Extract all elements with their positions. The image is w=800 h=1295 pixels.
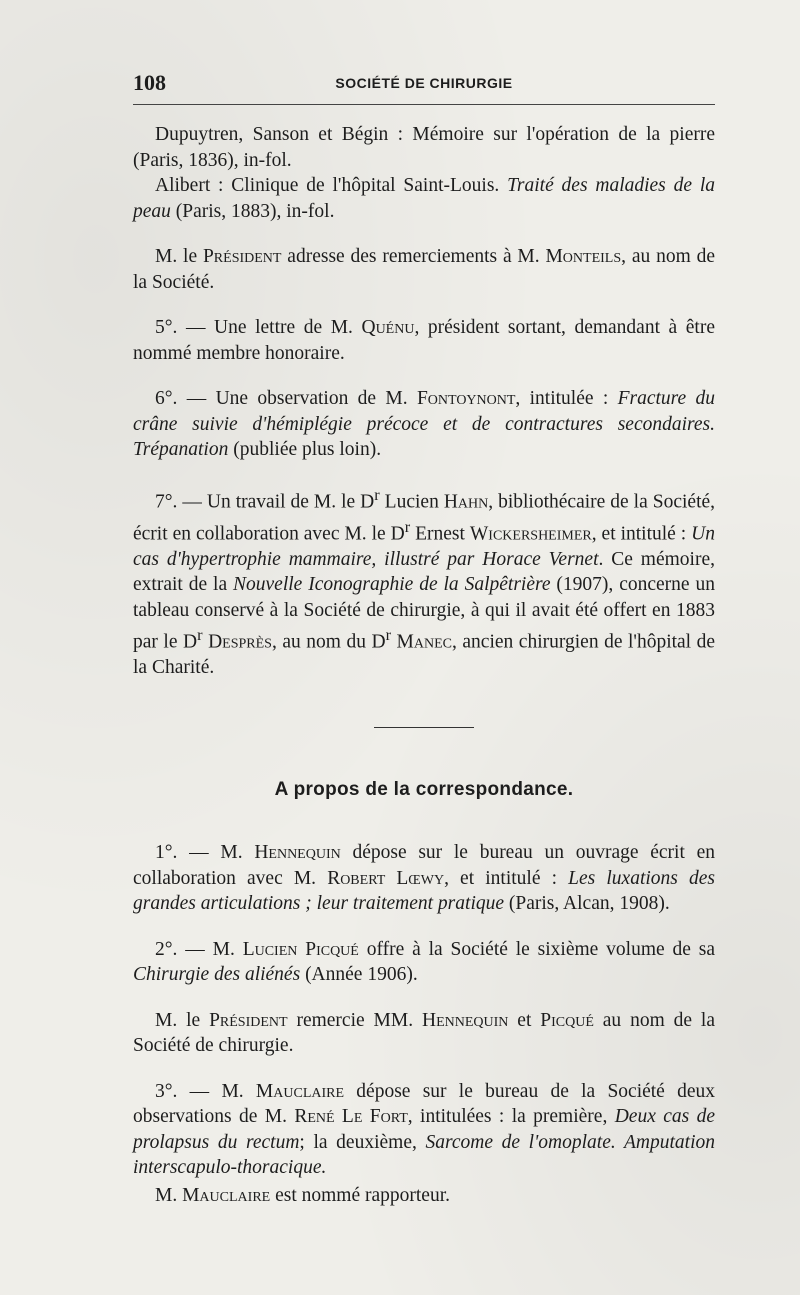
section-separator [374,727,474,728]
running-head: SOCIÉTÉ DE CHIRURGIE [335,75,513,91]
paragraph-president-thanks: M. le Président adresse des remerciements à M. Monteils, au nom de la Société. [133,246,715,293]
paragraph-mauclaire-rapporteur: M. Mauclaire est nommé rapporteur. [155,1184,451,1206]
page-header [133,68,715,98]
reference-dupuytren: Dupuytren, Sanson et Bégin : Mémoire sur l'opération de la pierre (Paris, 1836), in-fol. [133,124,715,171]
item-3-mauclaire-observations: 3°. — M. Mauclaire dépose sur le bureau de la Société deux observations de M. René Le Fort, intitulées : la première, Deux cas de prolapsus du rectum; la deuxième, Sarcome de l'omoplate. Amputation interscapulo-thoracique. [133,1080,716,1178]
item-6-observation-fontoynont: 6°. — Une observation de M. Fontoynont, intitulée : Fracture du crâne suivie d'hémiplégie précoce et de contractures secondaires. Trépanation (publiée plus loin). [133,388,716,460]
item-5-letter-quenu: 5°. — Une lettre de M. Quénu, président sortant, demandant à être nommé membre honoraire. [133,317,716,364]
item-1-hennequin-ouvrage: 1°. — M. Hennequin dépose sur le bureau un ouvrage écrit en collaboration avec M. Robert Lœwy, et intitulé : Les luxations des grandes articulations ; leur traitement pratique (Paris, Alcan, 1908). [133,842,715,914]
page-body [133,122,715,1208]
page-number: 108 [133,70,166,95]
item-2-picque-volume: 2°. — M. Lucien Picqué offre à la Société le sixième volume de sa Chirurgie des aliénés (Année 1906). [133,938,715,985]
header-rule [133,104,715,105]
section-title: A propos de la correspondance. [274,778,574,800]
reference-alibert: Alibert : Clinique de l'hôpital Saint-Louis. Traité des maladies de la peau (Paris, 1883), in-fol. [133,175,715,222]
item-7-travail-hahn: 7°. — Un travail de M. le $D^r$ Lucien Hahn, bibliothécaire de la Société, écrit en collaboration avec M. le $D^r$ Ernest Wickersheimer, et intitulé : Un cas d'hypertrophie mammaire, illustré par Horace Vernet. Ce mémoire, extrait de la Nouvelle Iconographie de la Salpêtrière (1907), concerne un tableau conservé à la Société de chirurgie, à qui il avait été offert en 1883 par le $D^r$ Desprès, au nom du $D^r$ Manec, ancien chirurgien de l'hôpital de la Charité. [133,485,716,678]
paragraph-president-remercie: M. le Président remercie MM. Hennequin et Picqué au nom de la Société de chirurgie. [133,1009,715,1056]
